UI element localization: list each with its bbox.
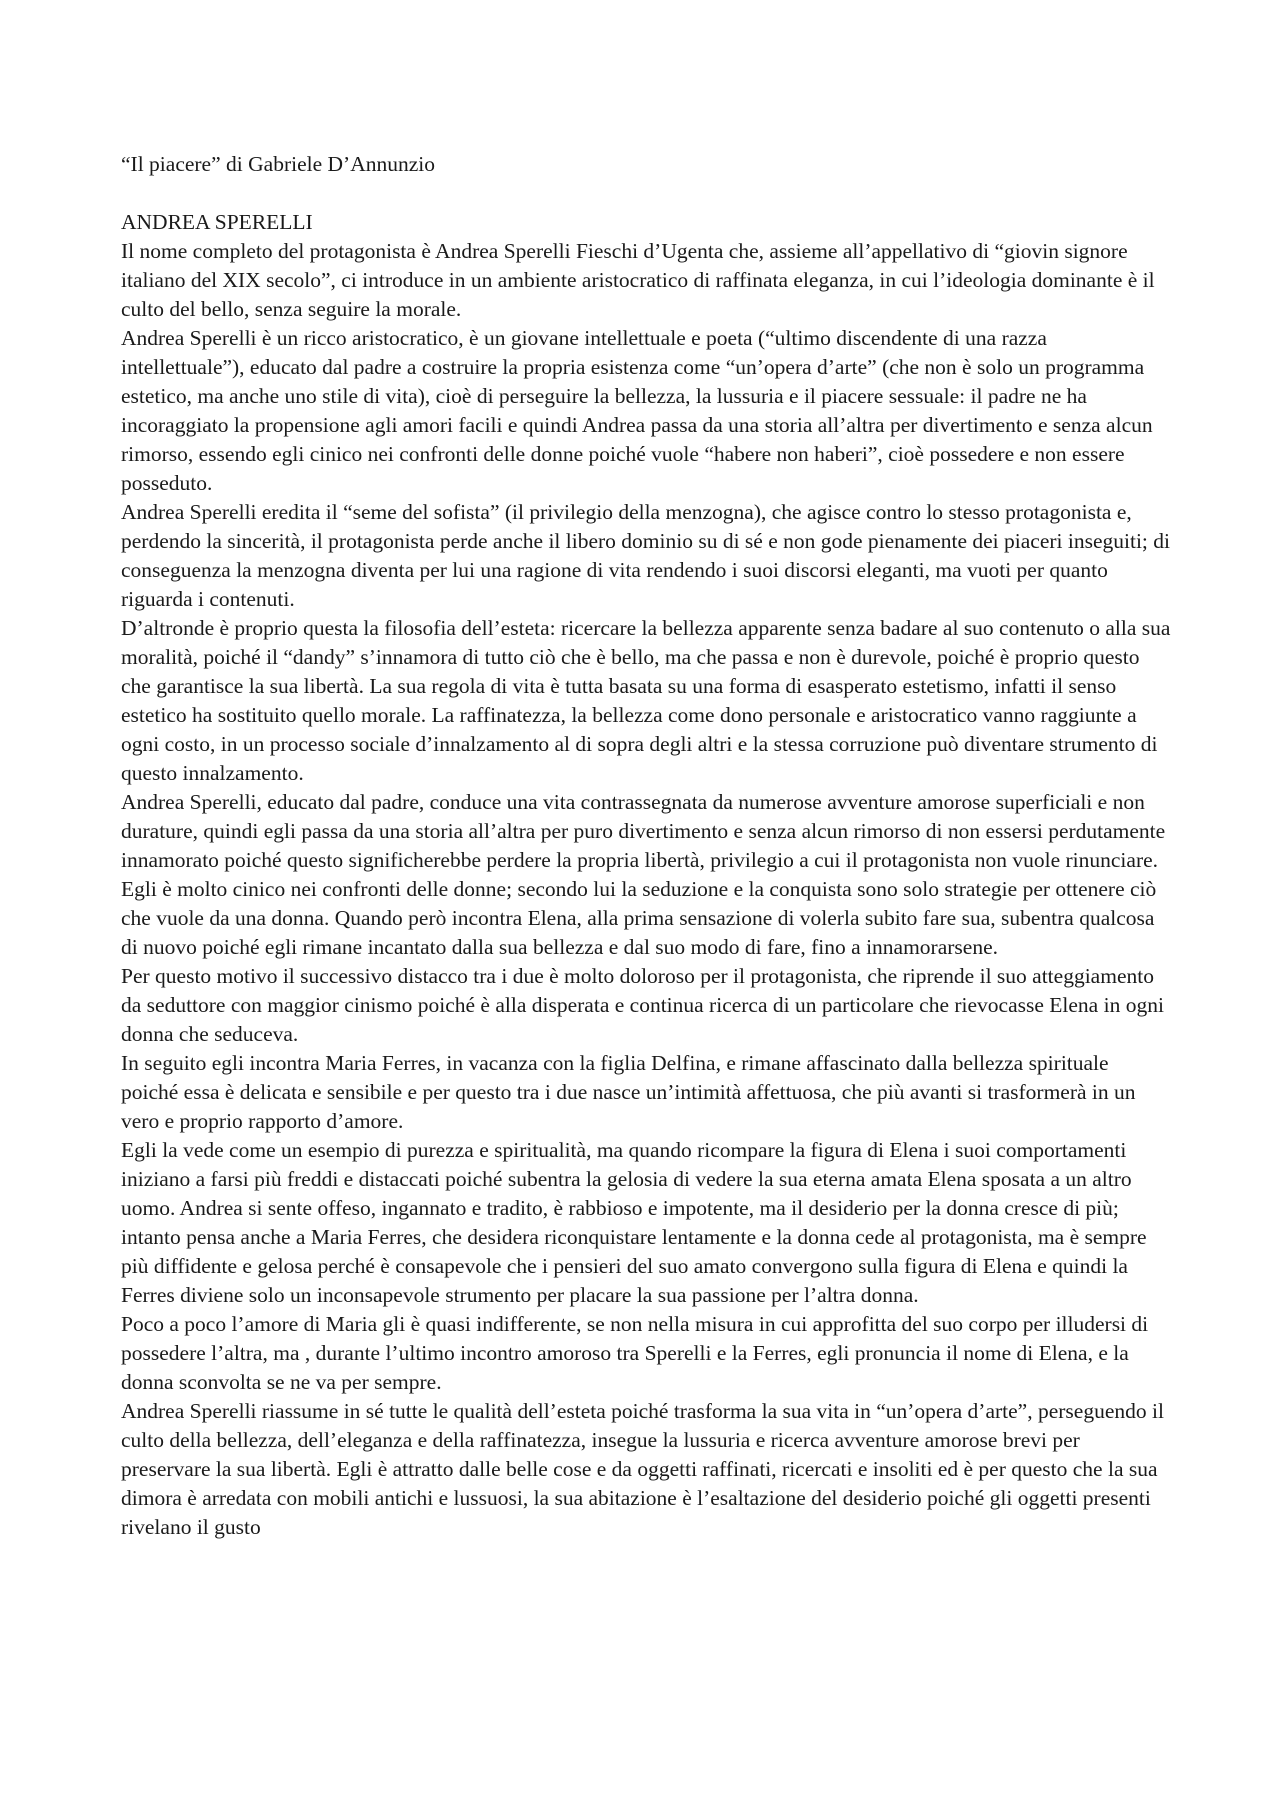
paragraph: Andrea Sperelli è un ricco aristocratico, è un giovane intellettuale e poeta (“ultimo discendente di una razza intellettuale”), educato dal padre a costruire la propria esistenza come “un’opera d’arte” (che non è solo un programma estetico, ma anche uno stile di vita), cioè di perseguire la bellezza, la lussuria e il piacere sessuale: il padre ne ha incoraggiato la propensione agli amori facili e quindi Andrea passa da una storia all’altra per divertimento e senza alcun rimorso, essendo egli cinico nei confronti delle donne poiché vuole “habere non haberi”, cioè possedere e non essere posseduto. (121, 326, 1153, 495)
paragraph: D’altronde è proprio questa la filosofia dell’esteta: ricercare la bellezza apparente senza badare al suo contenuto o alla sua moralità, poiché il “dandy” s’innamora di tutto ciò che è bello, ma che passa e non è durevole, poiché è proprio questo che garantisce la sua libertà. La sua regola di vita è tutta basata su una forma di esasperato estetismo, infatti il senso estetico ha sostituito quello morale. La raffinatezza, la bellezza come dono personale e aristocratico vanno raggiunte a ogni costo, in un processo sociale d’innalzamento al di sopra degli altri e la stessa corruzione può diventare strumento di questo innalzamento. (121, 616, 1171, 785)
paragraph: Egli è molto cinico nei confronti delle donne; secondo lui la seduzione e la conquista sono solo strategie per ottenere ciò che vuole da una donna. Quando però incontra Elena, alla prima sensazione di volerla subito fare sua, subentra qualcosa di nuovo poiché egli rimane incantato dalla sua bellezza e dal suo modo di fare, fino a innamorarsene. (121, 877, 1157, 959)
paragraph: Andrea Sperelli, educato dal padre, conduce una vita contrassegnata da numerose avventure amorose superficiali e non durature, quindi egli passa da una storia all’altra per puro divertimento e senza alcun rimorso di non essersi perdutamente innamorato poiché questo significherebbe perdere la propria libertà, privilegio a cui il protagonista non vuole rinunciare. (121, 790, 1166, 872)
document-title: “Il piacere” di Gabriele D’Annunzio (121, 152, 435, 176)
document-body (121, 150, 1171, 1542)
paragraph: Egli la vede come un esempio di purezza e spiritualità, ma quando ricompare la figura di Elena i suoi comportamenti iniziano a farsi più freddi e distaccati poiché subentra la gelosia di vedere la sua eterna amata Elena sposata a un altro uomo. Andrea si sente offeso, ingannato e tradito, è rabbioso e impotente, ma il desiderio per la donna cresce di più; intanto pensa anche a Maria Ferres, che desidera riconquistare lentamente e la donna cede al protagonista, ma è sempre più diffidente e gelosa perché è consapevole che i pensieri del suo amato convergono sulla figura di Elena e quindi la Ferres diviene solo un inconsapevole strumento per placare la sua passione per l’altra donna. (121, 1138, 1147, 1307)
paragraph: Il nome completo del protagonista è Andrea Sperelli Fieschi d’Ugenta che, assieme all’appellativo di “giovin signore italiano del XIX secolo”, ci introduce in un ambiente aristocratico di raffinata eleganza, in cui l’ideologia dominante è il culto del bello, senza seguire la morale. (121, 239, 1155, 321)
paragraph: Poco a poco l’amore di Maria gli è quasi indifferente, se non nella misura in cui approfitta del suo corpo per illudersi di possedere l’altra, ma , durante l’ultimo incontro amoroso tra Sperelli e la Ferres, egli pronuncia il nome di Elena, e la donna sconvolta se ne va per sempre. (121, 1312, 1149, 1394)
paragraph: Andrea Sperelli eredita il “seme del sofista” (il privilegio della menzogna), che agisce contro lo stesso protagonista e, perdendo la sincerità, il protagonista perde anche il libero dominio su di sé e non gode pienamente dei piaceri inseguiti; di conseguenza la menzogna diventa per lui una ragione di vita rendendo i suoi discorsi eleganti, ma vuoti per quanto riguarda i contenuti. (121, 500, 1171, 611)
paragraph: Andrea Sperelli riassume in sé tutte le qualità dell’esteta poiché trasforma la sua vita in “un’opera d’arte”, perseguendo il culto della bellezza, dell’eleganza e della raffinatezza, insegue la lussuria e ricerca avventure amorose brevi per preservare la sua libertà. Egli è attratto dalle belle cose e da oggetti raffinati, ricercati e insoliti ed è per questo che la sua dimora è arredata con mobili antichi e lussuosi, la sua abitazione è l’esaltazione del desiderio poiché gli oggetti presenti rivelano il gusto (121, 1399, 1164, 1539)
section-heading: ANDREA SPERELLI (121, 210, 313, 234)
paragraph: Per questo motivo il successivo distacco tra i due è molto doloroso per il protagonista, che riprende il suo atteggiamento da seduttore con maggior cinismo poiché è alla disperata e continua ricerca di un particolare che rievocasse Elena in ogni donna che seduceva. (121, 964, 1164, 1046)
paragraph: In seguito egli incontra Maria Ferres, in vacanza con la figlia Delfina, e rimane affascinato dalla bellezza spirituale poiché essa è delicata e sensibile e per questo tra i due nasce un’intimità affettuosa, che più avanti si trasformerà in un vero e proprio rapporto d’amore. (121, 1051, 1136, 1133)
